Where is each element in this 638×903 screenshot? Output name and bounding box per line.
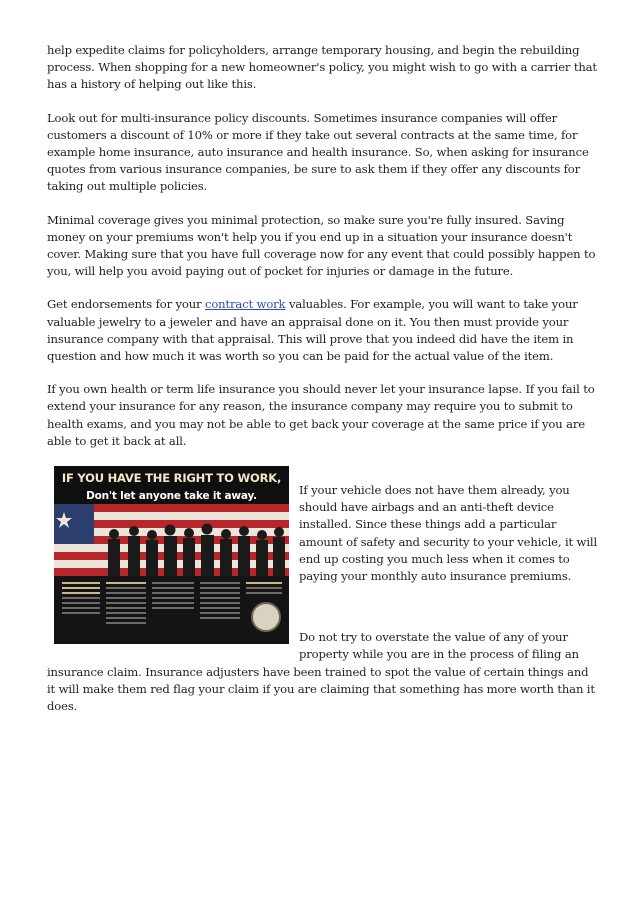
- paragraph-endorsements: [47, 296, 597, 365]
- department-seal-icon: [251, 602, 281, 632]
- poster-header: [54, 466, 289, 504]
- paragraph-minimal-coverage: Minimal coverage gives you minimal protection, so make sure you're fully insured. Saving money on your premiums won't help you if you end up in a situation your insurance doesn't cover. Making sure that you have full coverage now for any event that could possibly happen to you, will help you avoid paying out of pocket for injuries or damage in the future.: [47, 212, 596, 279]
- contract-work-link[interactable]: contract work: [205, 297, 286, 312]
- paragraph-overstate-value: Do not try to overstate the value of any of your property while you are in the process of filing an insurance claim. Insurance adjusters have been trained to spot the value of certain things and it will make them red flag your claim if you are claiming that something has more worth than it does.: [47, 630, 595, 714]
- figure-section: [47, 466, 597, 715]
- paragraph-endorsements-lead: Get endorsements for your: [47, 297, 205, 312]
- flag-and-workers-illustration: [54, 504, 289, 576]
- paragraph-multi-policy-discounts: Look out for multi-insurance policy discounts. Sometimes insurance companies will offer customers a discount of 10% or more if they take out several contracts at the same time, for example home insurance, auto insurance and health insurance. So, when asking for insurance quotes from various insurance companies, be sure to ask them if they offer any discounts for taking out multiple policies.: [47, 110, 589, 194]
- paragraph-claims: help expedite claims for policyholders, arrange temporary housing, and begin the rebuilding process. When shopping for a new homeowner's policy, you might wish to go with a carrier that has a history of helping out like this.: [47, 43, 597, 92]
- poster-subheadline: Don't let anyone take it away.: [86, 490, 257, 503]
- paragraph-insurance-lapse: If you own health or term life insurance you should never let your insurance lapse. If you fail to extend your insurance for any reason, the insurance company may require you to submit to health exams, and you may not be able to get back your coverage at the same price if you are able to get it back at all.: [47, 382, 595, 448]
- poster-footer-text-blocks: [54, 576, 289, 644]
- document-page: [47, 42, 597, 715]
- paragraph-vehicle-safety: If your vehicle does not have them already, you should have airbags and an anti-theft device installed. Since these things add a particular amount of safety and security to your vehicle, it will end up costing you much less when it comes to paying your monthly auto insurance premiums.: [299, 483, 597, 584]
- poster-headline: IF YOU HAVE THE RIGHT TO WORK,: [61, 471, 282, 486]
- right-to-work-poster-image: [54, 466, 289, 644]
- paragraph-endorsements-rest: valuables. For example, you will want to take your valuable jewelry to a jeweler and have an appraisal done on it. You then must provide your insurance company with that appraisal. This will prove that you indeed did have the item in question and how much it was worth so you can be paid for the actual value of the item.: [47, 297, 578, 364]
